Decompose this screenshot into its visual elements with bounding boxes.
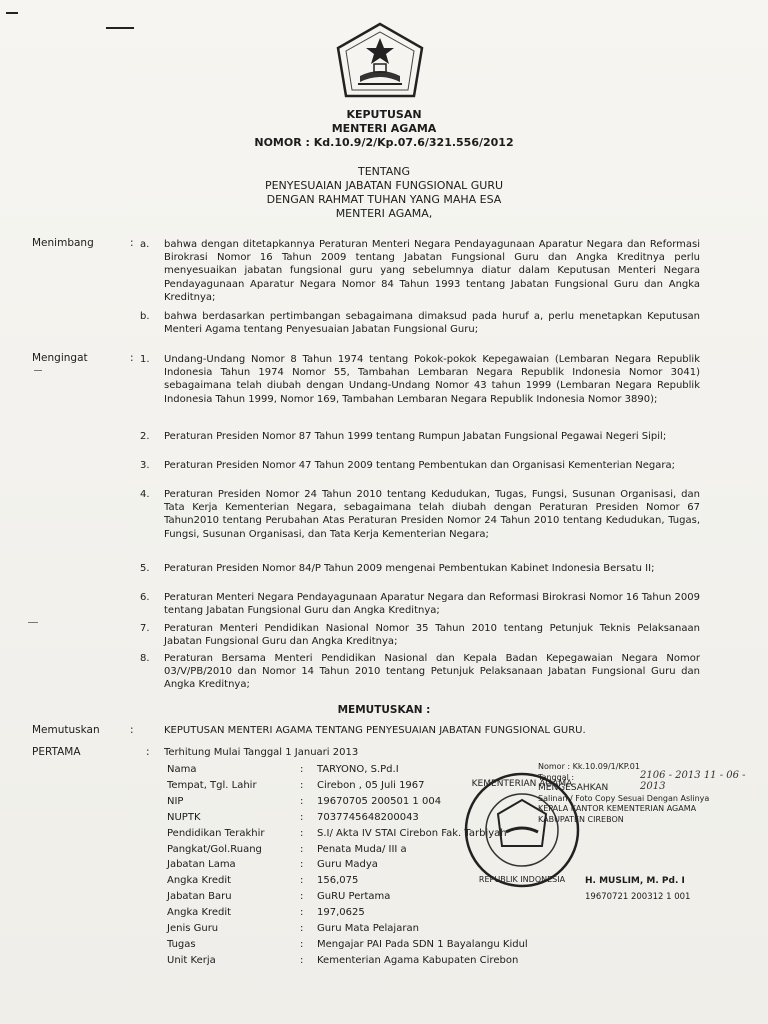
- scan-mark: [106, 27, 134, 29]
- decree-title-line: KEPUTUSAN: [346, 108, 422, 121]
- list-item: [140, 488, 700, 541]
- field-colon: :: [300, 779, 304, 791]
- field-value: 19670705 200501 1 004: [317, 795, 442, 807]
- field-key: Tugas: [167, 938, 196, 950]
- field-colon: :: [300, 954, 304, 966]
- section-label-mengingat: Mengingat: [32, 352, 88, 364]
- field-key: Nama: [167, 764, 197, 775]
- decree-number: NOMOR : Kd.10.9/2/Kp.07.6/321.556/2012: [254, 136, 514, 149]
- list-item-text: Peraturan Presiden Nomor 87 Tahun 1999 tentang Rumpun Jabatan Fungsional Pegawai Negeri Sipil;: [164, 431, 667, 442]
- field-key: Tempat, Tgl. Lahir: [167, 779, 257, 791]
- list-item: [140, 353, 700, 406]
- list-item-number: 6.: [140, 592, 150, 603]
- legalization-line: Salinan / Foto Copy Sesuai Dengan Aslinya: [538, 793, 710, 803]
- pertama-intro: Terhitung Mulai Tanggal 1 Januari 2013: [164, 747, 359, 758]
- field-key: NUPTK: [167, 811, 201, 823]
- field-colon: :: [300, 875, 304, 887]
- field-colon: :: [300, 859, 304, 871]
- field-value: Cirebon , 05 Juli 1967: [317, 779, 425, 791]
- list-item-number: b.: [140, 311, 150, 322]
- legalization-line: MENGESAHKAN: [538, 783, 609, 793]
- field-key: Jabatan Lama: [167, 859, 236, 871]
- list-item-number: 2.: [140, 431, 150, 442]
- field-value: TARYONO, S.Pd.I: [317, 764, 399, 775]
- list-item: [140, 652, 700, 692]
- scan-mark: [34, 370, 42, 371]
- section-label-menimbang: Menimbang: [32, 237, 94, 249]
- svg-text:KEMENTERIAN AGAMA: KEMENTERIAN AGAMA: [471, 779, 573, 789]
- section-colon: :: [130, 724, 134, 736]
- field-colon: :: [300, 795, 304, 807]
- field-colon: :: [300, 811, 304, 823]
- section-label-pertama: PERTAMA: [32, 746, 81, 758]
- field-colon: :: [300, 843, 304, 855]
- section-colon: :: [130, 352, 134, 364]
- handwritten-date: 2106 - 2013 11 - 06 - 2013: [640, 770, 746, 792]
- field-colon: :: [300, 907, 304, 919]
- field-value: Penata Muda/ III a: [317, 843, 407, 855]
- list-item: [140, 562, 700, 575]
- field-colon: :: [300, 891, 304, 903]
- list-item: [140, 591, 700, 617]
- list-item-text: bahwa berdasarkan pertimbangan sebagaimana dimaksud pada huruf a, perlu menetapkan Keputusan Menteri Agama tentang Penyesuaian Jabatan Fungsional Guru;: [164, 311, 700, 336]
- field-value: 156,075: [317, 875, 359, 887]
- field-colon: :: [300, 827, 304, 839]
- list-item-number: 5.: [140, 563, 150, 574]
- list-item-number: 8.: [140, 653, 150, 664]
- field-key: Unit Kerja: [167, 954, 216, 966]
- decree-title-line: MENTERI AGAMA: [331, 122, 437, 135]
- decree-title-block: [0, 108, 768, 150]
- list-item-number: a.: [140, 239, 150, 250]
- field-value: 7037745648200043: [317, 811, 419, 823]
- subject-line: TENTANG: [357, 165, 411, 178]
- list-item-number: 1.: [140, 354, 150, 365]
- list-item-text: Peraturan Menteri Negara Pendayagunaan Aparatur Negara dan Reformasi Birokrasi Nomor 16 Tahun 2009 tentang Jabatan Fungsional Guru dan Angka Kreditnya;: [164, 592, 700, 617]
- ministry-emblem-icon: [330, 20, 430, 108]
- list-item-text: bahwa dengan ditetapkannya Peraturan Menteri Negara Pendayagunaan Aparatur Negara dan Reformasi Birokrasi Nomor 16 Tahun 2009 tentang Jabatan Fungsional Guru dan Angka Kreditnya perlu menyesuaikan jabatan fungsional guru yang sebelumnya diatur dalam Keputusan Menteri Negara Pendayagunaan Aparatur Negara Nomor 84 Tahun 1993 tentang Jabatan Fungsional Guru dan Angka Kreditnya;: [164, 239, 700, 303]
- list-item: [140, 310, 700, 336]
- field-key: Jenis Guru: [167, 923, 219, 934]
- subject-line: DENGAN RAHMAT TUHAN YANG MAHA ESA: [266, 193, 502, 206]
- field-colon: :: [300, 923, 304, 934]
- field-value: GuRU Pertama: [317, 891, 391, 903]
- field-key: Angka Kredit: [167, 907, 232, 919]
- field-value: Guru Mata Pelajaran: [317, 923, 419, 934]
- legalization-line: Tanggal :: [538, 772, 575, 782]
- section-colon: :: [146, 746, 150, 758]
- scan-mark: [6, 12, 18, 14]
- section-label-memutuskan: Memutuskan: [32, 724, 100, 736]
- signer-nip: 19670721 200312 1 001: [585, 892, 691, 902]
- memutuskan-text: KEPUTUSAN MENTERI AGAMA TENTANG PENYESUAIAN JABATAN FUNGSIONAL GURU.: [164, 725, 586, 736]
- list-item: [140, 622, 700, 648]
- field-value: Guru Madya: [317, 859, 378, 871]
- scan-mark: [28, 622, 38, 623]
- field-value: S.I/ Akta IV STAI Cirebon Fak. Tarbiyah: [317, 827, 507, 839]
- field-key: Pendidikan Terakhir: [167, 827, 265, 839]
- list-item-text: Peraturan Presiden Nomor 24 Tahun 2010 tentang Kedudukan, Tugas, Fungsi, Susunan Organisasi, dan Tata Kerja Kementerian Negara, sebagaimana telah diubah dengan Peraturan Presiden Nomor 67 Tahun2010 tentang Perubahan Atas Peraturan Presiden Nomor 24 Tahun 2010 tentang Kedudukan, Tugas, Fungsi, Susunan Organisasi, dan Tata Kerja Kementerian Negara;: [164, 489, 700, 540]
- field-colon: :: [300, 764, 304, 775]
- list-item: [140, 459, 700, 472]
- list-item-text: Peraturan Menteri Pendidikan Nasional Nomor 35 Tahun 2010 tentang Petunjuk Teknis Pelaksanaan Jabatan Fungsional Guru dan Angka Kreditnya;: [164, 623, 700, 648]
- list-item: [140, 430, 700, 443]
- field-key: Angka Kredit: [167, 875, 232, 887]
- field-key: Jabatan Baru: [167, 891, 232, 903]
- memutuskan-heading: MEMUTUSKAN :: [337, 704, 431, 716]
- list-item-text: Peraturan Presiden Nomor 84/P Tahun 2009 mengenai Pembentukan Kabinet Indonesia Bersatu II;: [164, 563, 655, 574]
- subject-line: MENTERI AGAMA,: [335, 207, 433, 220]
- list-item-number: 3.: [140, 460, 150, 471]
- legalization-line: KEPALA KANTOR KEMENTERIAN AGAMA: [538, 804, 697, 813]
- svg-text:REPUBLIK INDONESIA: REPUBLIK INDONESIA: [478, 875, 566, 884]
- section-colon: :: [130, 237, 134, 249]
- field-key: Pangkat/Gol.Ruang: [167, 843, 262, 855]
- field-value: Kementerian Agama Kabupaten Cirebon: [317, 954, 519, 966]
- field-value: 197,0625: [317, 907, 365, 919]
- list-item-text: Undang-Undang Nomor 8 Tahun 1974 tentang Pokok-pokok Kepegawaian (Lembaran Negara Republik Indonesia Tahun 1974 Nomor 55, Tambahan Lembaran Negara Republik Indonesia Nomor 3041) sebagaimana telah diubah dengan Undang-Undang Nomor 43 tahun 1999 (Lembaran Negara Republik Indonesia Tahun 1999, Nomor 169, Tambahan Lembaran Negara Republik Indonesia Nomor 3890);: [164, 354, 700, 405]
- list-item-number: 7.: [140, 623, 150, 634]
- field-value: Mengajar PAI Pada SDN 1 Bayalangu Kidul: [317, 938, 528, 950]
- legalization-line: Nomor : Kk.10.09/1/KP.01: [538, 762, 640, 771]
- legalization-line: KABUPATEN CIREBON: [538, 814, 624, 824]
- list-item: [140, 238, 700, 304]
- list-item-number: 4.: [140, 489, 150, 500]
- field-key: NIP: [167, 795, 184, 807]
- signer-name: H. MUSLIM, M. Pd. I: [585, 876, 685, 886]
- list-item-text: Peraturan Presiden Nomor 47 Tahun 2009 tentang Pembentukan dan Organisasi Kementerian Negara;: [164, 460, 675, 471]
- list-item-text: Peraturan Bersama Menteri Pendidikan Nasional dan Kepala Badan Kepegawaian Negara Nomor 03/V/PB/2010 dan Nomor 14 Tahun 2010 tentang Petunjuk Pelaksanaan Jabatan Fungsional Guru dan Angka Kreditnya;: [164, 653, 700, 691]
- subject-line: PENYESUAIAN JABATAN FUNGSIONAL GURU: [264, 179, 504, 192]
- field-colon: :: [300, 938, 304, 950]
- decree-subject-block: [0, 165, 768, 221]
